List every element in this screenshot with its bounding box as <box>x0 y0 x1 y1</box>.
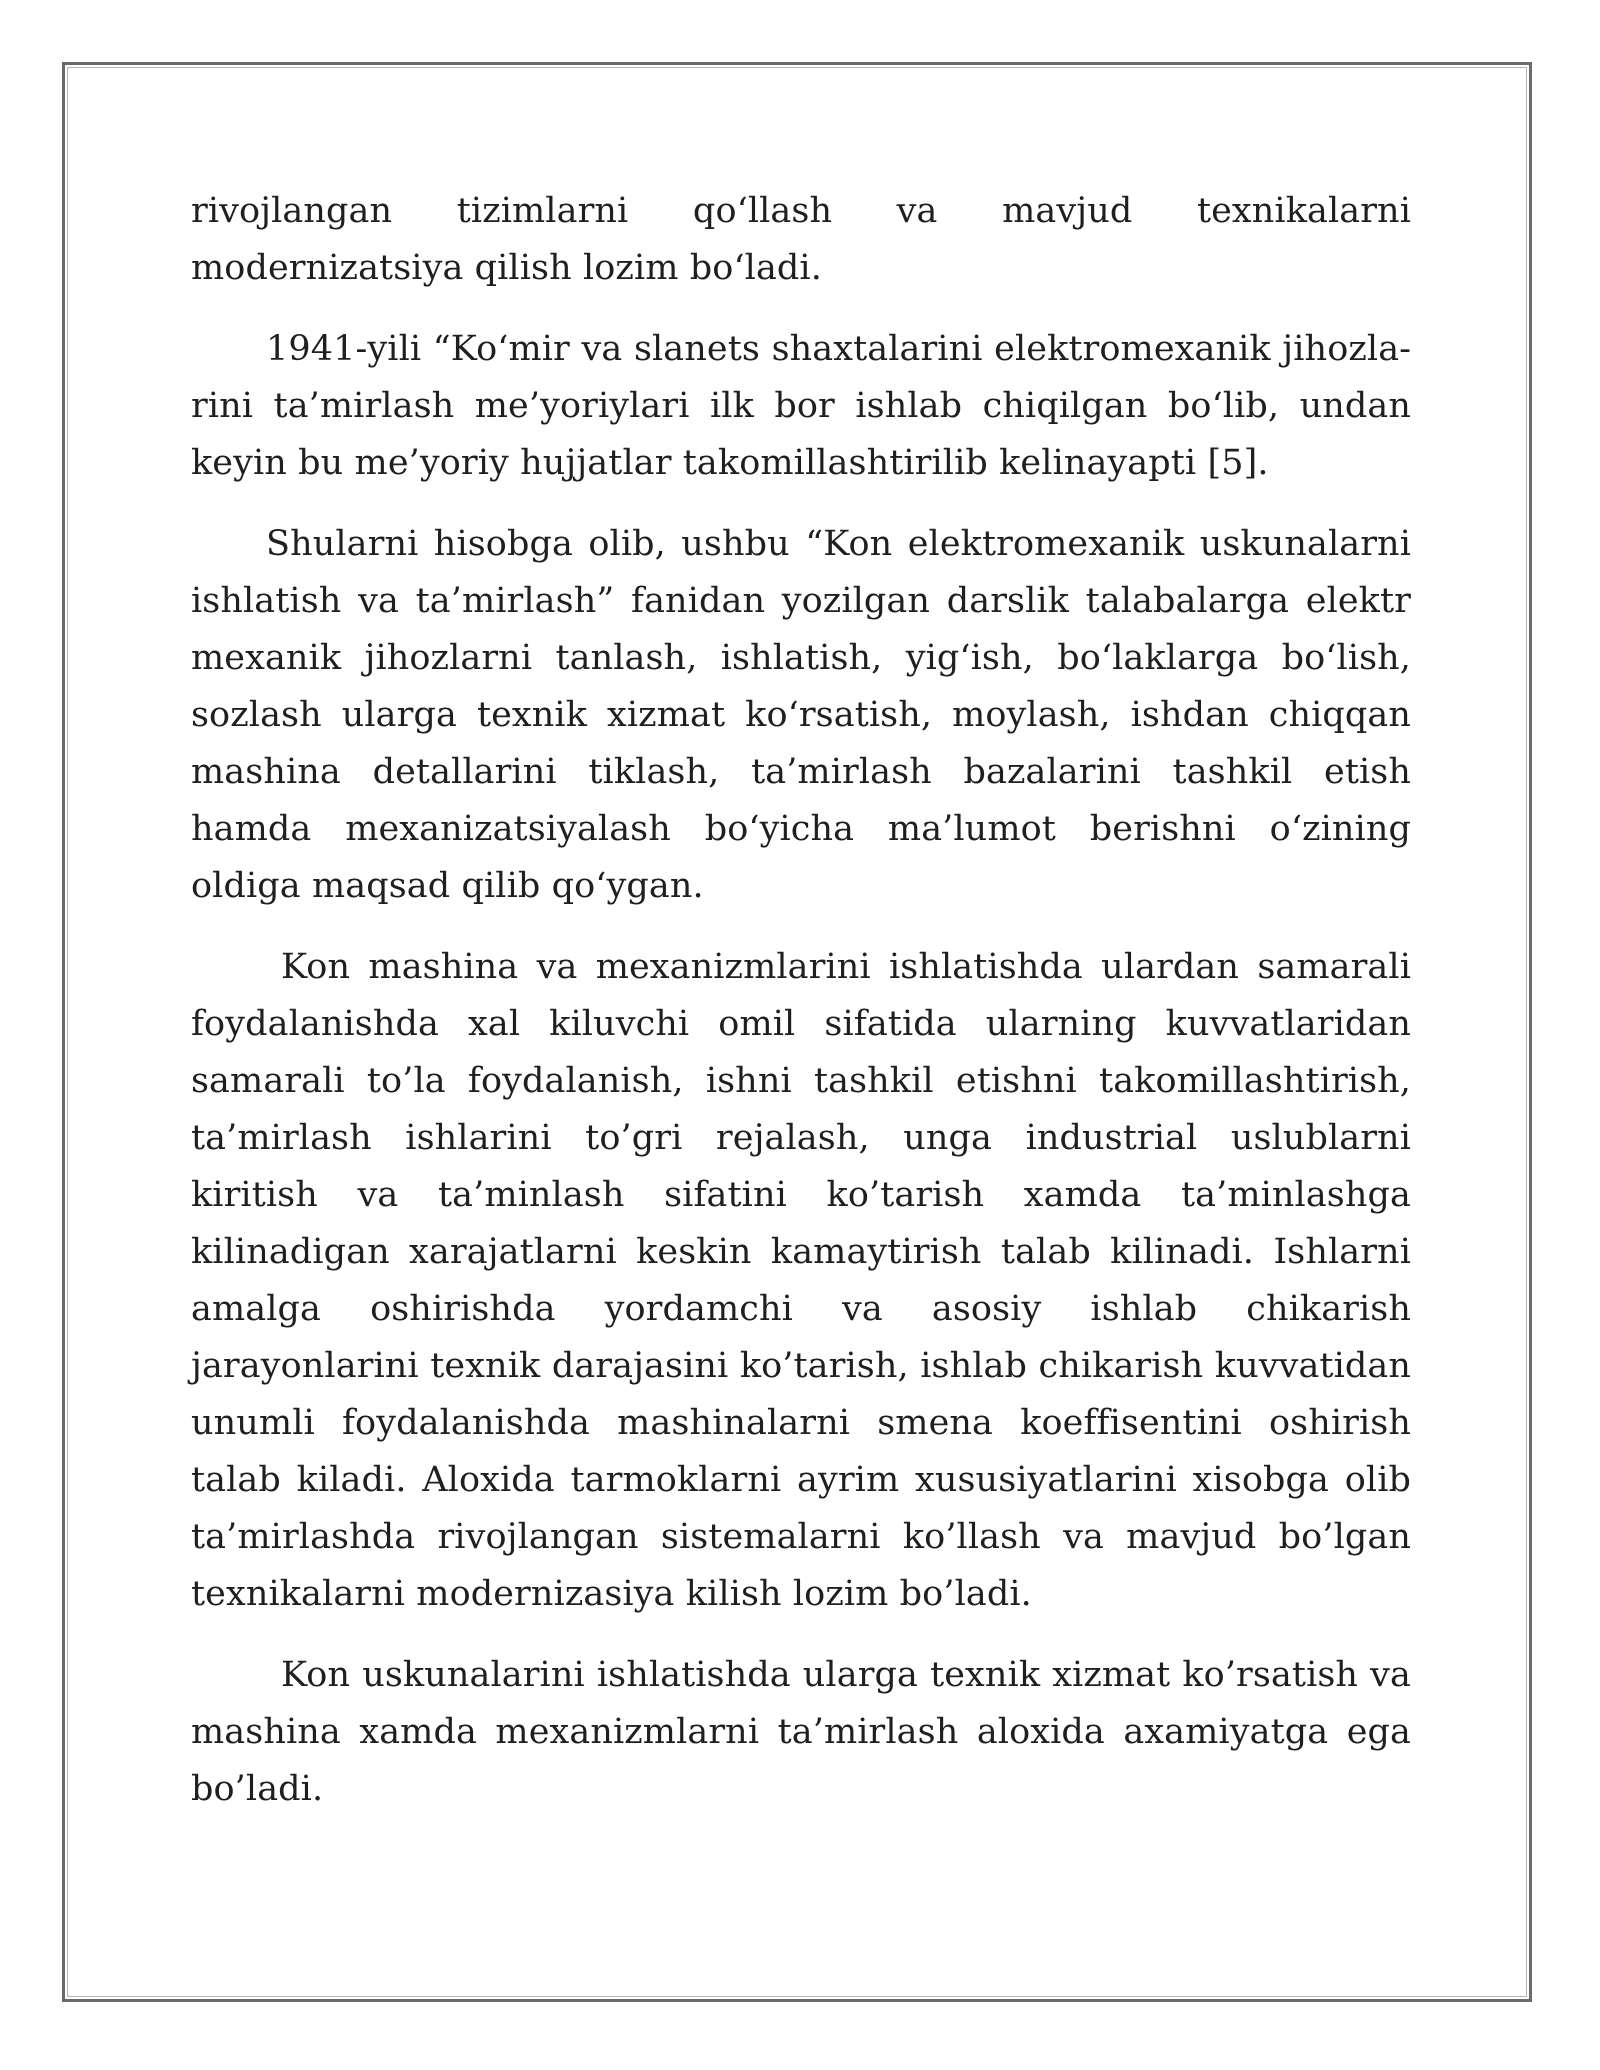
paragraph-course-purpose: Shularni hisobga olib, ushbu “Kon elektromexanik uskunalarni ishlatish va ta’mirlash” fanidan yozilgan darslik talabalarga elektr mexanik jihozlarni tanlash, ishlatish, yig‘ish, bo‘laklarga bo‘lish, sozlash ularga texnik xizmat ko‘rsatish, moylash, ishdan chiqqan mashina detallarini tiklash, ta’mirlash bazalarini tashkil etish hamda mexanizatsiyalash bo‘yicha ma’lumot berishni o‘zining oldiga maqsad qilib qo‘ygan. <box>191 524 1411 906</box>
paragraph-machine-efficiency: Kon mashina va mexanizmlarini ishlatishda ulardan samarali foydalanishda xal kiluvchi omil sifatida ularning kuvvatlaridan samarali to’la foydalanish, ishni tashkil etishni takomillashtirish, ta’mirlash ishlarini to’gri rejalash, unga industrial uslublarni kiritish va ta’minlash sifatini ko’tarish xamda ta’minlashga kilinadigan xarajatlarni keskin kamaytirish talab kilinadi. Ishlarni amalga oshirishda yordamchi va asosiy ishlab chikarish jarayonlarini texnik darajasini ko’tarish, ishlab chikarish kuvvatidan unumli foydalanishda mashinalarni smena koeffisentini oshirish talab kiladi. Aloxida tarmoklarni ayrim xususiyatlarini xisobga olib ta’mirlashda rivojlangan sistemalarni ko’llash va mavjud bo’lgan texnikalarni modernizasiya kilish lozim bo’ladi. <box>191 947 1411 1614</box>
page-frame <box>62 62 1532 2002</box>
paragraph-maintenance-importance: Kon uskunalarini ishlatishda ularga texnik xizmat ko’rsatish va mashina xamda mexanizmlarni ta’mirlash aloxida axamiyatga ega bo’ladi. <box>191 1655 1411 1809</box>
paragraph-continuation: rivojlangan tizimlarni qo‘llash va mavjud texnikalarni modernizatsiya qilish lozim bo‘ladi. <box>191 191 1411 288</box>
paragraph-history: 1941-yili “Ko‘mir va slanets shaxtalarini elektromexanik jihozlarini ta’mirlash me’yoriylari ilk bor ishlab chiqilgan bo‘lib, undan keyin bu me’yoriy hujjatlar takomillashtirilib kelinayapti [5]. <box>191 329 1411 483</box>
body-text <box>191 183 1411 1842</box>
